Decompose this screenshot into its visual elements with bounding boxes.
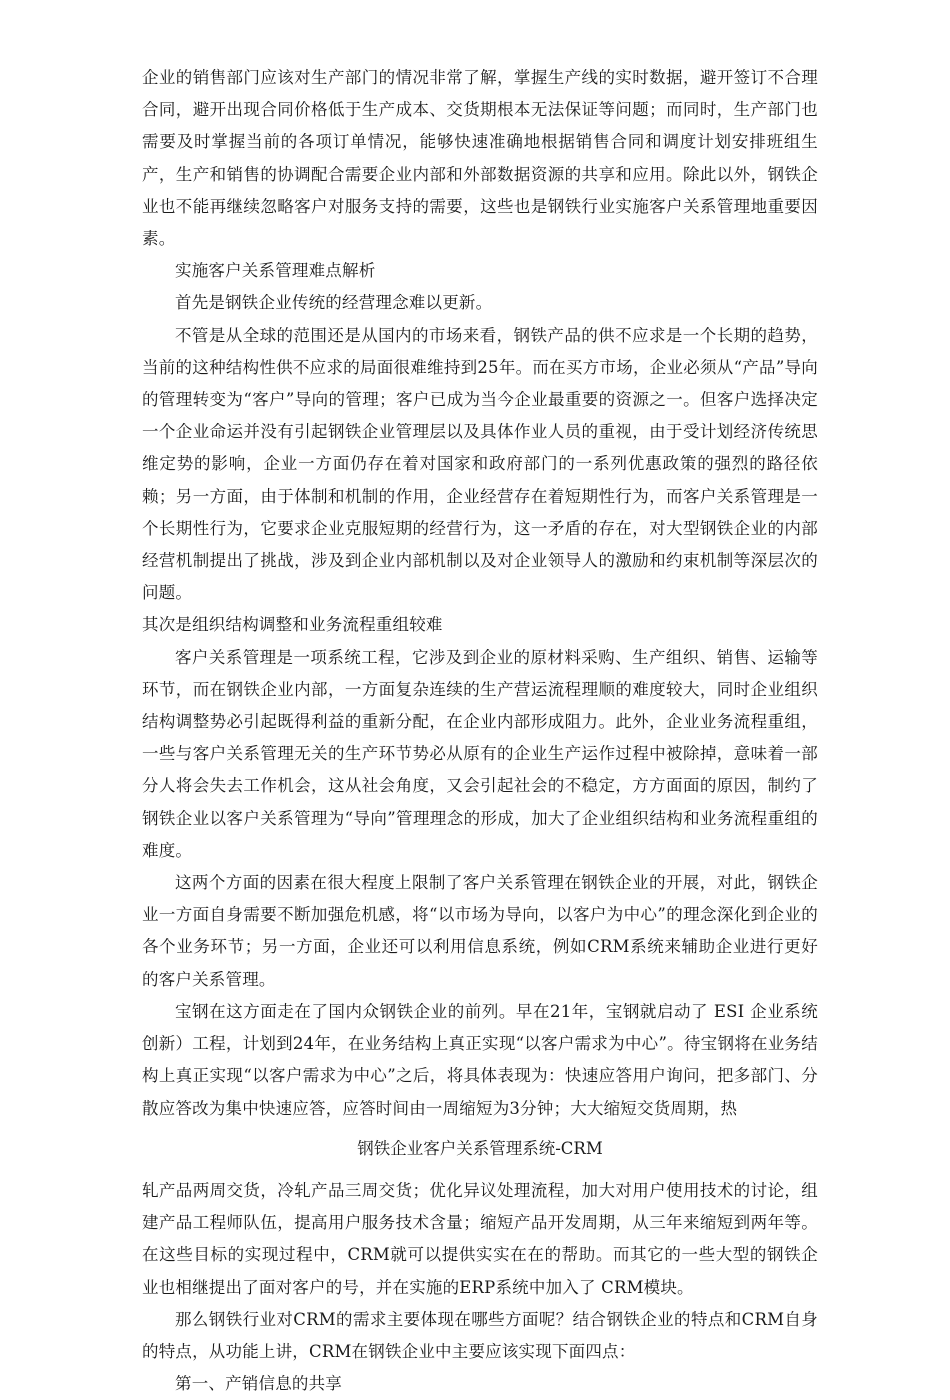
paragraph-market-trend: 不管是从全球的范围还是从国内的市场来看，钢铁产品的供不应求是一个长期的趋势，当前的这种结构性供不应求的局面很难维持到25年。而在买方市场，企业必须从“产品”导向的管理转变为“客户”导向的管理；客户已成为当今企业最重要的资源之一。但客户选择决定一个企业命运并没有引起钢铁企业管理层以及具体作业人员的重视，由于受计划经济传统思维定势的影响，企业一方面仍存在着对国家和政府部门的一系列优惠政策的强烈的路径依赖；另一方面，由于体制和机制的作用，企业经营存在着短期性行为，而客户关系管理是一个长期性行为，它要求企业克服短期的经营行为，这一矛盾的存在，对大型钢铁企业的内部经营机制提出了挑战，涉及到企业内部机制以及对企业领导人的激励和约束机制等深层次的问题。 — [142, 325, 818, 603]
paragraph-intro: 企业的销售部门应该对生产部门的情况非常了解，掌握生产线的实时数据，避开签订不合理合同，避开出现合同价格低于生产成本、交货期根本无法保证等问题；而同时，生产部门也需要及时掌握当前的各项订单情况，能够快速准确地根据销售合同和调度计划安排班组生产，生产和销售的协调配合需要企业内部和外部数据资源的共享和应用。除此以外，钢铁企业也不能再继续忽略客户对服务支持的需要，这些也是钢铁行业实施客户关系管理地重要因素。 — [142, 68, 818, 249]
subheading-info-sharing: 第一、产销信息的共享 — [175, 1374, 342, 1394]
paragraph-system-engineering: 客户关系管理是一项系统工程，它涉及到企业的原材料采购、生产组织、销售、运输等环节，而在钢铁企业内部，一方面复杂连续的生产营运流程理顺的难度较大，同时企业组织结构调整势必引起既得利益的重新分配，在企业内部形成阻力。此外，企业业务流程重组，一些与客户关系管理无关的生产环节势必从原有的企业生产运作过程中被除掉，意味着一部分人将会失去工作机会，这从社会角度，又会引起社会的不稳定，方方面面的原因，制约了钢铁企业以客户关系管理为“导向”管理理念的形成，加大了企业组织结构和业务流程重组的难度。 — [142, 647, 818, 860]
paragraph-continuation: 轧产品两周交货，冷轧产品三周交货；优化异议处理流程，加大对用户使用技术的讨论，组建产品工程师队伍，提高用户服务技术含量；缩短产品开发周期，从三年来缩短到两年等。在这些目标的实现过程中，CRM就可以提供实实在在的帮助。而其它的一些大型的钢铁企业也相继提出了面对客户的号，并在实施的ERP系统中加入了 CRM模块。 — [142, 1180, 818, 1297]
page-title: 钢铁企业客户关系管理系统-CRM — [357, 1138, 603, 1158]
subheading-first-reason: 首先是钢铁企业传统的经营理念难以更新。 — [175, 293, 493, 313]
paragraph-baosteel: 宝钢在这方面走在了国内众钢铁企业的前列。早在21年，宝钢就启动了 ESI 企业系统创新）工程，计划到24年，在业务结构上真正实现“以客户需求为中心”。待宝钢将在业务结构上真正实现“以客户需求为中心”之后，将具体表现为：快速应答用户询问，把多部门、分散应答改为集中快速应答，应答时间由一周缩短为3分钟；大大缩短交货周期，热 — [142, 1001, 818, 1118]
subheading-second-reason: 其次是组织结构调整和业务流程重组较难 — [142, 615, 443, 635]
paragraph-crm-needs: 那么钢铁行业对CRM的需求主要体现在哪些方面呢？结合钢铁企业的特点和CRM自身的特点，从功能上讲，CRM在钢铁企业中主要应该实现下面四点： — [142, 1309, 818, 1361]
document-page — [142, 62, 818, 1400]
paragraph-two-factors: 这两个方面的因素在很大程度上限制了客户关系管理在钢铁企业的开展，对此，钢铁企业一方面自身需要不断加强危机感，将“以市场为导向，以客户为中心”的理念深化到企业的各个业务环节；另一方面，企业还可以利用信息系统，例如CRM系统来辅助企业进行更好的客户关系管理。 — [142, 873, 818, 989]
section-heading-difficulties: 实施客户关系管理难点解析 — [175, 261, 376, 281]
